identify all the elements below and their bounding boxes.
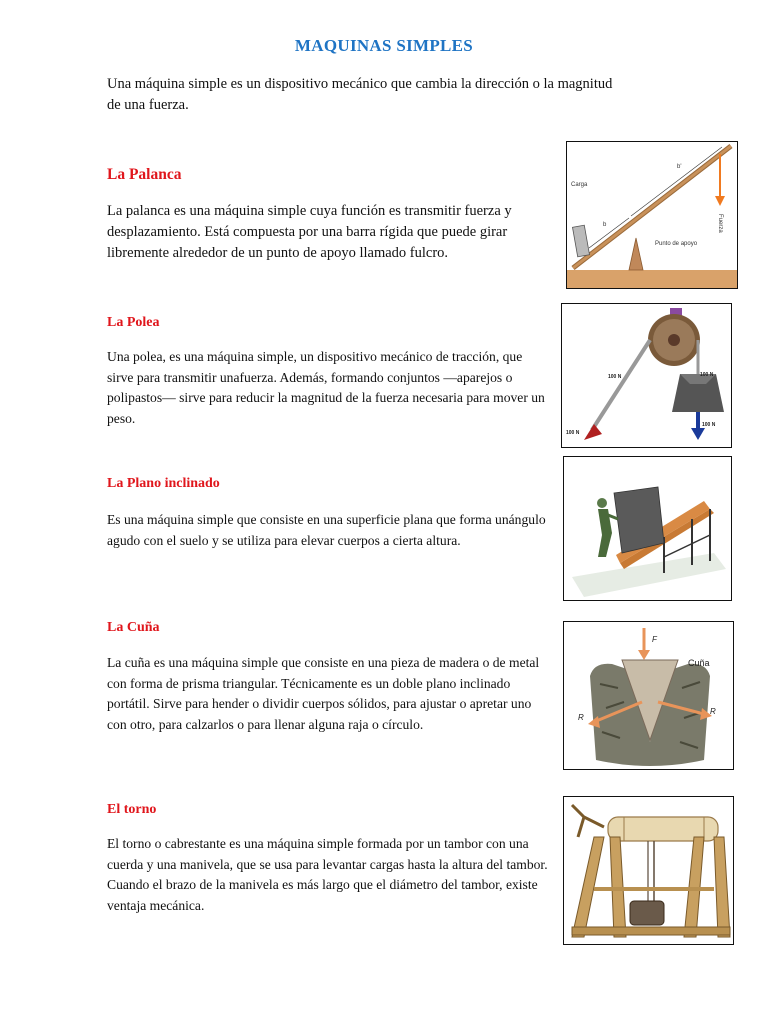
intro-paragraph: Una máquina simple es un dispositivo mecánico que cambia la dirección o la magnitud de una fuerza. [107,76,613,113]
lever-label-b2: b' [677,164,682,170]
heading-plano-inclinado: La Plano inclinado [107,476,220,491]
pulley-label-f1: 100 N [608,374,622,380]
pulley-label-f4: 100 N [566,430,580,436]
lever-label-carga: Carga [571,182,588,188]
text-plano-inclinado: Es una máquina simple que consiste en una superficie plana que forma unángulo agudo con el suelo y se utiliza para elevar cuerpos a cierta altura. [107,512,546,548]
pulley-image [561,303,732,448]
text-cuna: La cuña es una máquina simple que consiste en una pieza de madera o de metal con forma de prisma triangular. Técnicamente es un doble plano inclinado portátil. Sirve para hender o dividir cuerpos sólidos, para ajustar o apretar uno con otro, para calzarlos o para llenar alguna raja o círculo. [107,655,540,732]
wedge-label-r1: R [578,713,584,722]
wedge-label-cuna: Cuña [688,658,710,668]
page-title: MAQUINAS SIMPLES [294,36,474,55]
pulley-label-f2: 100 N [700,372,714,378]
lever-label-fuerza: Fuerza [717,214,723,233]
heading-polea: La Polea [107,315,160,330]
wedge-label-f: F [652,635,657,644]
pulley-label-f3: 100 N [702,422,716,428]
text-torno: El torno o cabrestante es una máquina simple formada por un tambor con una cuerda y una manivela, que se usa para levantar cargas hasta la altura del tambor. Cuando el brazo de la manivela es más largo que el diámetro del tambor, existe ventaja mecánica. [107,836,548,913]
heading-cuna: La Cuña [107,620,160,635]
lever-label-b1: b [603,222,607,228]
lever-image [566,141,738,289]
heading-palanca: La Palanca [107,166,182,183]
lever-label-apoyo: Punto de apoyo [655,241,698,247]
wedge-image [563,621,734,770]
wedge-label-r2: R [710,707,716,716]
inclined-plane-image [563,456,732,601]
heading-torno: El torno [107,802,157,817]
text-palanca: La palanca es una máquina simple cuya función es transmitir fuerza y desplazamiento. Está compuesta por una barra rígida que puede girar libremente alrededor de un punto de apoyo llamado fulcro. [107,203,512,261]
text-polea: Una polea, es una máquina simple, un dispositivo mecánico de tracción, que sirve para transmitir unafuerza. Además, formando conjuntos —aparejos o polipastos— sirve para reducir la magnitud de la fuerza necesaria para mover un peso. [107,349,545,426]
windlass-image [563,796,734,945]
